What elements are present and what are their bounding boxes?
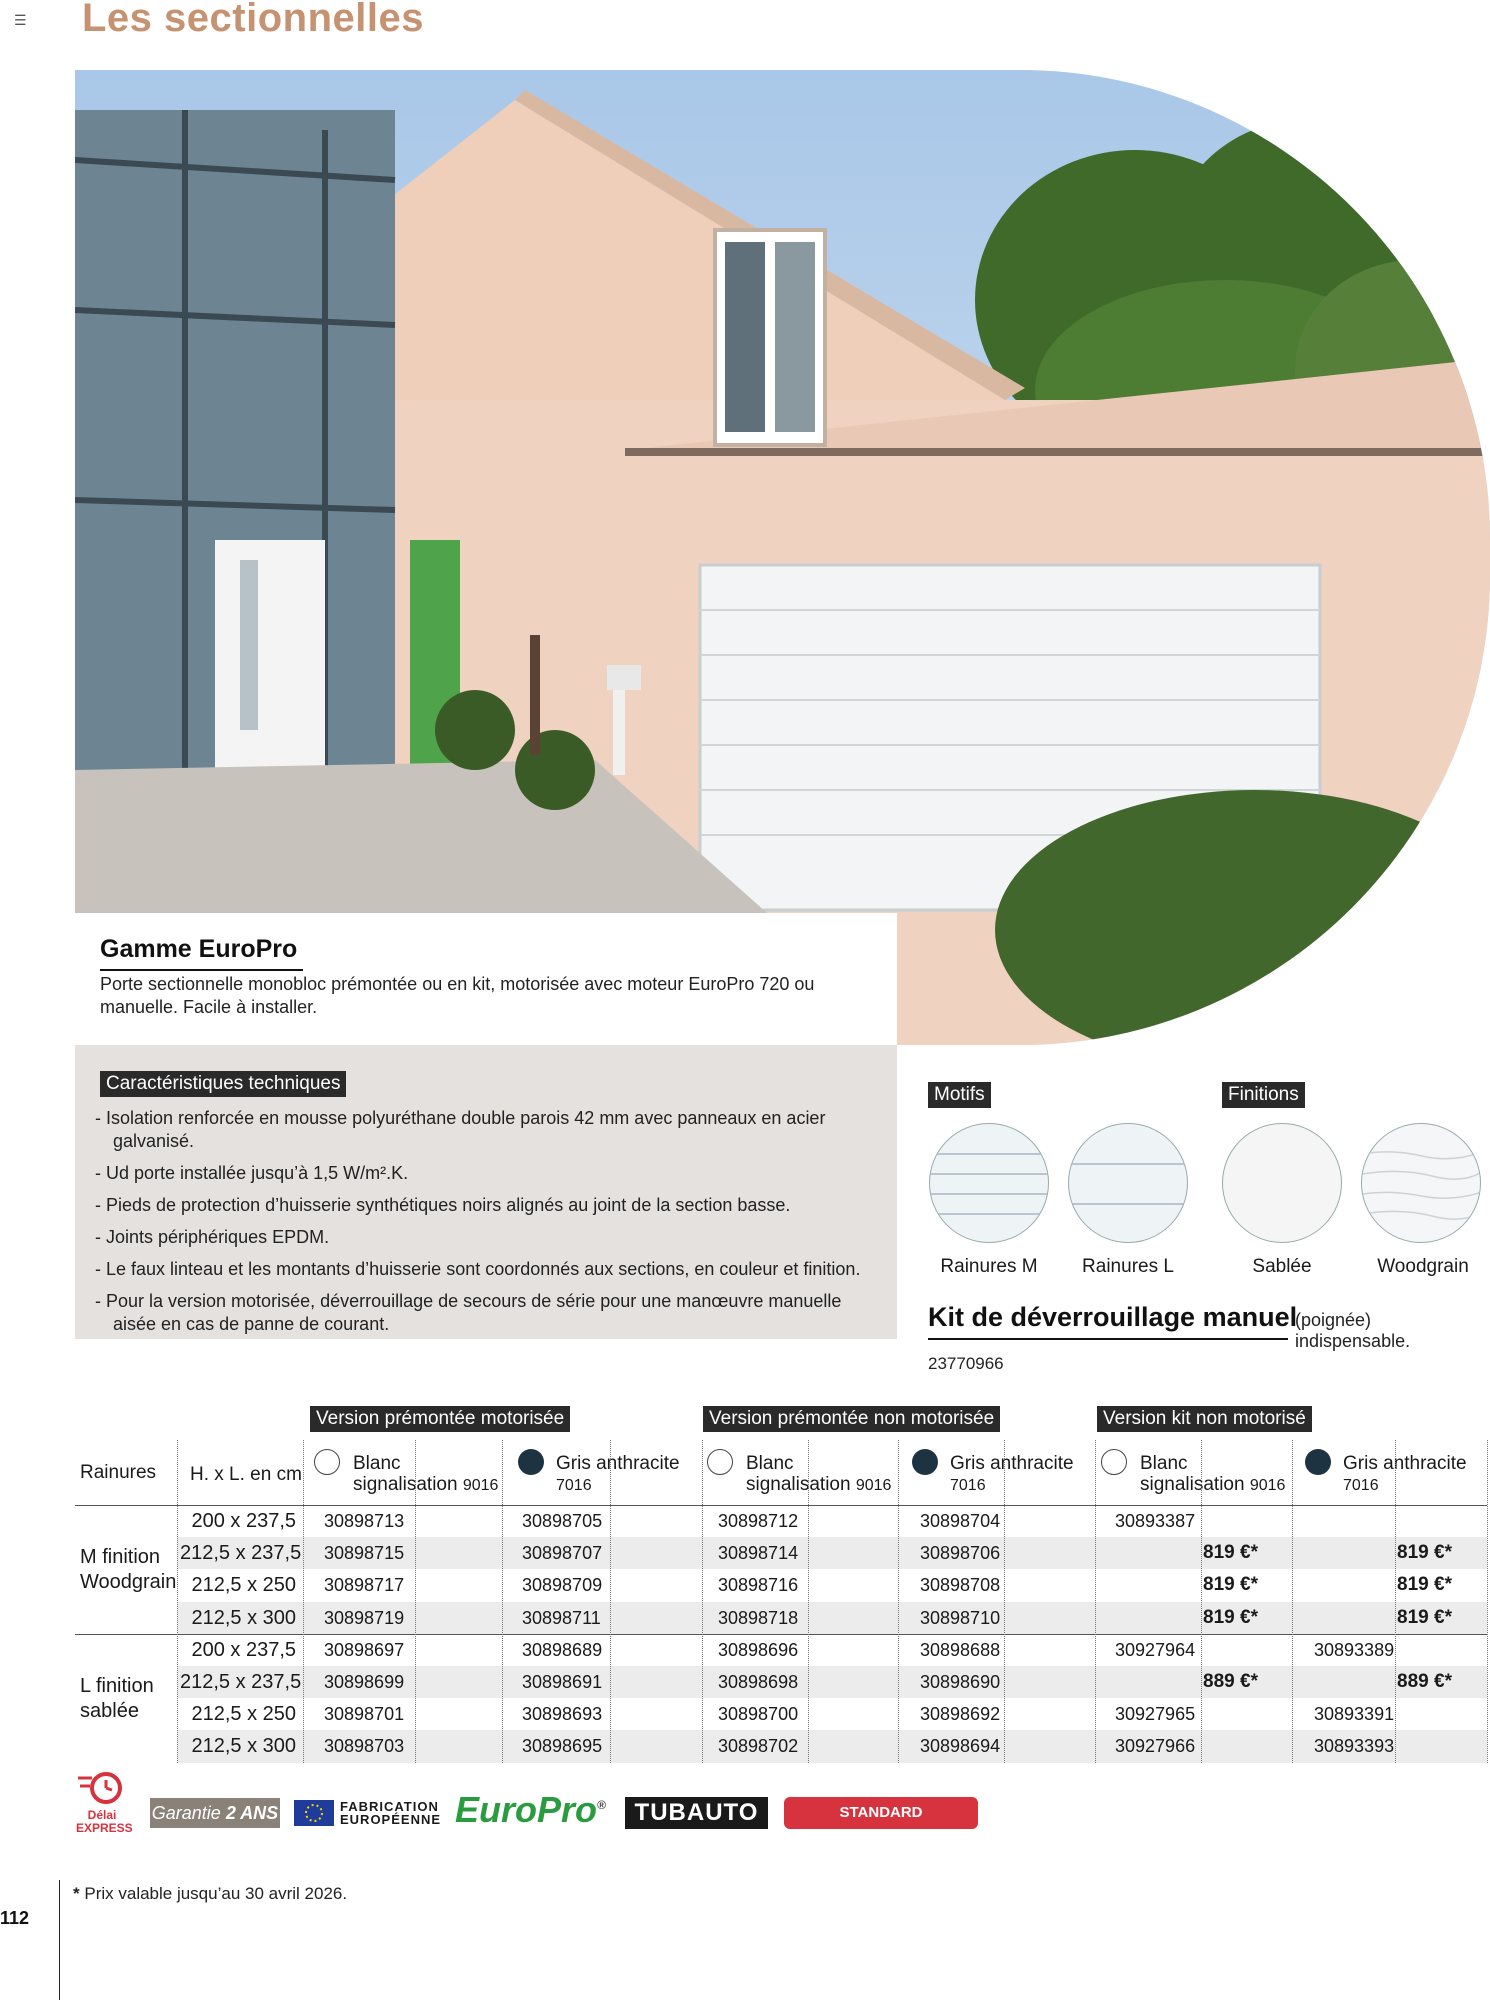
page-title: Les sectionnelles [82, 0, 424, 40]
anthracite-color-dot-icon [912, 1449, 938, 1475]
reference-cell: 30898709 [522, 1575, 603, 1596]
anthracite-color-dot-icon [518, 1449, 544, 1475]
dimension-cell: 212,5 x 250 [191, 1703, 296, 1726]
swatch-label: Sablée [1252, 1256, 1312, 1277]
column-divider [177, 1440, 178, 1763]
tech-specs-title: Caractéristiques techniques [100, 1071, 346, 1097]
reference-cell: 30898719 [324, 1607, 405, 1628]
product-title: Gamme EuroPro [100, 935, 298, 963]
dimension-cell: 200 x 237,5 [191, 1638, 296, 1661]
reference-cell: 30893389 [1314, 1639, 1395, 1660]
swatch-label: Rainures M [940, 1256, 1038, 1277]
dimension-cell: 212,5 x 300 [191, 1735, 296, 1758]
list-item: - Ud porte installée jusqu’à 1,5 W/m².K. [95, 1163, 409, 1183]
anthracite-color-dot-icon [1305, 1449, 1331, 1475]
reference-cell: 30898713 [324, 1511, 405, 1531]
reference-cell: 30898717 [324, 1575, 405, 1596]
column-divider [808, 1440, 809, 1763]
registered-mark: ® [597, 1798, 606, 1812]
fabrication-line-2: EUROPÉENNE [340, 1812, 442, 1827]
garantie-prefix: Garantie [151, 1803, 221, 1823]
reference-cell: 30898689 [522, 1639, 603, 1660]
column-divider [1487, 1440, 1488, 1763]
column-divider [1095, 1440, 1096, 1763]
price-cell: 889 €* [1203, 1671, 1258, 1692]
page-number: 112 [0, 1908, 30, 1928]
eu-stars-icon [294, 1800, 334, 1826]
col-header-white: Blanc signalisation 9016 [1140, 1453, 1286, 1495]
europro-wordmark: EuroPro [455, 1789, 598, 1830]
group-label-l: L finition sablée [80, 1675, 154, 1722]
fabrication-line-1: FABRICATION [340, 1799, 439, 1814]
price-cell: 889 €* [1397, 1671, 1452, 1692]
col-header-anthracite: Gris anthracite 7016 [556, 1453, 680, 1494]
col-header-white: Blanc signalisation 9016 [353, 1453, 499, 1495]
swatch-label: Woodgrain [1377, 1256, 1469, 1277]
list-item: - Pour la version motorisée, déverrouillage de secours de série pour une manœuvre manuelle aisée en cas de panne de courant. [95, 1291, 842, 1334]
version-title: Version kit non motorisé [1097, 1406, 1312, 1432]
white-color-dot-icon [707, 1449, 733, 1475]
column-divider [610, 1440, 611, 1763]
hero-image [75, 70, 1490, 1045]
col-header-anthracite: Gris anthracite 7016 [1343, 1453, 1467, 1494]
reference-cell: 30898692 [920, 1704, 1001, 1725]
tech-specs-box [75, 1045, 897, 1339]
list-item: - Isolation renforcée en mousse polyuréthane double parois 42 mm avec panneaux en acier galvanisé. [95, 1108, 826, 1151]
rainures-m-pattern-icon [930, 1124, 1049, 1243]
group-label-m: M finition Woodgrain [80, 1546, 177, 1593]
reference-cell: 30893393 [1314, 1736, 1395, 1757]
reference-cell: 30898700 [718, 1704, 799, 1725]
delai-express-logo [76, 1768, 133, 1838]
list-item: - Pieds de protection d’huisserie synthétiques noirs alignés au joint de la section basse. [95, 1195, 791, 1215]
column-divider [303, 1440, 304, 1763]
price-cell: 819 €* [1203, 1606, 1258, 1628]
col-header-rainures: Rainures [80, 1462, 157, 1483]
version-title: Version prémontée non motorisée [703, 1406, 1000, 1432]
reference-cell: 30898716 [718, 1575, 799, 1596]
tech-specs-list [95, 1107, 885, 1345]
reference-cell: 30898698 [718, 1672, 799, 1692]
title-underline [100, 969, 303, 971]
dimension-cell: 200 x 237,5 [191, 1510, 296, 1532]
footnote [73, 1884, 347, 1904]
price-cell: 819 €* [1203, 1542, 1258, 1564]
footnote-text: Prix valable jusqu’au 30 avril 2026. [84, 1884, 348, 1903]
standard-motorisable-badge: STANDARD MOTORISABLE [784, 1797, 978, 1829]
reference-cell: 30898704 [920, 1511, 1001, 1531]
column-divider [415, 1440, 416, 1763]
footnote-mark: * [73, 1884, 80, 1903]
reference-cell: 30898696 [718, 1639, 799, 1660]
reference-cell: 30898708 [920, 1575, 1001, 1596]
truck-clock-icon [76, 1768, 128, 1804]
europro-logo [455, 1789, 606, 1831]
kit-note: (poignée) indispensable. [1295, 1310, 1411, 1351]
rainures-l-pattern-icon [1069, 1124, 1188, 1243]
kit-underline [928, 1338, 1288, 1340]
white-color-dot-icon [314, 1449, 340, 1475]
house-garage-photo [75, 70, 1490, 1045]
motifs-tag: Motifs [928, 1082, 991, 1108]
reference-cell: 30927965 [1115, 1704, 1196, 1725]
fabrication-label [340, 1800, 441, 1826]
dimension-cell: 212,5 x 237,5 [180, 1542, 302, 1565]
price-cell: 819 €* [1397, 1606, 1452, 1628]
reference-cell: 30898703 [324, 1736, 405, 1757]
finitions-tag: Finitions [1222, 1082, 1305, 1108]
delai-label: Délai [87, 1808, 117, 1822]
white-color-dot-icon [1101, 1449, 1127, 1475]
dimension-cell: 212,5 x 300 [191, 1606, 296, 1629]
reference-cell: 30898693 [522, 1704, 603, 1725]
reference-cell: 30927964 [1115, 1639, 1196, 1660]
woodgrain-pattern-icon [1362, 1124, 1481, 1243]
reference-cell: 30898711 [522, 1607, 601, 1628]
reference-cell: 30898714 [718, 1543, 799, 1564]
kit-title: Kit de déverrouillage manuel [928, 1302, 1298, 1332]
reference-cell: 30898706 [920, 1543, 1001, 1564]
reference-cell: 30898715 [324, 1543, 405, 1564]
swatch-label: Rainures L [1082, 1256, 1174, 1277]
tubauto-logo: TUBAUTO [625, 1797, 768, 1829]
swatch-sablee [1222, 1123, 1342, 1243]
reference-cell: 30898694 [920, 1736, 1001, 1757]
swatch-woodgrain [1361, 1123, 1481, 1243]
reference-cell: 30898697 [324, 1639, 405, 1660]
column-divider [1004, 1440, 1005, 1763]
reference-cell: 30898695 [522, 1736, 603, 1757]
garantie-value: 2 ANS [225, 1803, 279, 1823]
kit-reference: 23770966 [928, 1354, 1004, 1373]
reference-cell: 30893387 [1115, 1511, 1196, 1531]
express-label: EXPRESS [76, 1821, 133, 1835]
product-description: Porte sectionnelle monobloc prémontée ou en kit, motorisée avec moteur EuroPro 720 ou manuelle. Facile à installer. [100, 974, 815, 1017]
reference-cell: 30898710 [920, 1607, 1001, 1628]
garantie-badge [150, 1798, 280, 1828]
reference-cell: 30898707 [522, 1543, 603, 1564]
reference-cell: 30898718 [718, 1607, 799, 1628]
price-cell: 819 €* [1203, 1574, 1258, 1596]
column-divider [1292, 1440, 1293, 1763]
reference-cell: 30898699 [324, 1672, 405, 1692]
column-divider [702, 1440, 703, 1763]
column-divider [502, 1440, 503, 1763]
col-header-white: Blanc signalisation 9016 [746, 1453, 892, 1495]
reference-cell: 30898705 [522, 1511, 603, 1531]
eu-flag-icon [294, 1800, 334, 1826]
reference-cell: 30898702 [718, 1736, 799, 1757]
price-cell: 819 €* [1397, 1542, 1452, 1564]
swatch-rainures-l [1068, 1123, 1188, 1243]
price-cell: 819 €* [1397, 1574, 1452, 1596]
col-header-anthracite: Gris anthracite 7016 [950, 1453, 1074, 1494]
dimension-cell: 212,5 x 250 [191, 1574, 296, 1597]
column-divider [898, 1440, 899, 1763]
reference-cell: 30898701 [324, 1704, 405, 1725]
col-header-dimensions: H. x L. en cm [190, 1464, 302, 1485]
hamburger-icon[interactable]: ☰ [14, 12, 27, 28]
list-item: - Joints périphériques EPDM. [95, 1227, 330, 1247]
page-divider [59, 1880, 60, 2000]
reference-cell: 30898690 [920, 1672, 1001, 1692]
product-card [75, 913, 897, 1045]
reference-cell: 30898712 [718, 1511, 799, 1531]
dimension-cell: 212,5 x 237,5 [180, 1671, 302, 1693]
swatch-rainures-m [929, 1123, 1049, 1243]
reference-cell: 30927966 [1115, 1736, 1196, 1757]
list-item: - Le faux linteau et les montants d’huisserie sont coordonnés aux sections, en couleur et finition. [95, 1259, 861, 1279]
version-title: Version prémontée motorisée [310, 1406, 570, 1432]
reference-cell: 30898691 [522, 1672, 603, 1692]
reference-cell: 30893391 [1314, 1704, 1395, 1725]
reference-cell: 30898688 [920, 1639, 1001, 1660]
